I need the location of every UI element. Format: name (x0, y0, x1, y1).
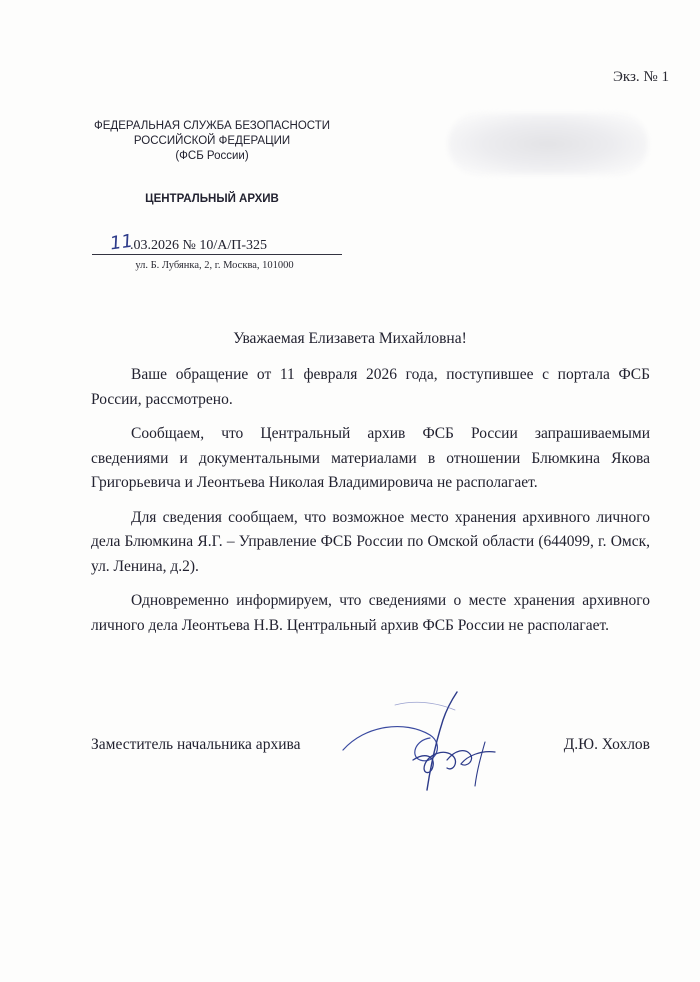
org-abbrev: (ФСБ России) (175, 150, 249, 162)
body-paragraph: Одновременно информируем, что сведениями о месте хранения архивного личного дела Леонтьева Н.В. Центральный архив ФСБ России не располагает. (91, 592, 650, 634)
body-paragraph: Для сведения сообщаем, что возможное место хранения архивного личного дела Блюмкина Я.Г. – Управление ФСБ России по Омской области (644099, г. Омск, ул. Ленина, д.2). (91, 508, 650, 575)
registration-date-number: .03.2026 № 10/А/П-325 (130, 238, 268, 253)
redacted-addressee-block (448, 113, 648, 175)
sender-address: ул. Б. Лубянка, 2, г. Москва, 101000 (135, 260, 294, 271)
copy-number: Экз. № 1 (613, 69, 669, 85)
signatory-title: Заместитель начальника архива (91, 736, 301, 753)
department-name: ЦЕНТРАЛЬНЫЙ АРХИВ (145, 193, 279, 205)
org-name-line-2: РОССИЙСКОЙ ФЕДЕРАЦИИ (133, 135, 291, 147)
letterhead (62, 119, 362, 207)
letter-body (91, 363, 650, 648)
signatory-name: Д.Ю. Хохлов (563, 736, 650, 753)
body-paragraph: Ваше обращение от 11 февраля 2026 года, поступившее с портала ФСБ России, рассмотрено. (91, 366, 650, 408)
org-name-line-1: ФЕДЕРАЛЬНАЯ СЛУЖБА БЕЗОПАСНОСТИ (94, 120, 330, 132)
registration-line (92, 230, 342, 255)
body-paragraph: Сообщаем, что Центральный архив ФСБ России запрашиваемыми сведениями и документальными материалами в отношении Блюмкина Якова Григорьевича и Леонтьева Николая Владимировича не располагает. (91, 425, 650, 491)
handwritten-day: 11 (108, 230, 135, 255)
salutation: Уважаемая Елизавета Михайловна! (233, 330, 467, 347)
handwritten-signature (335, 690, 505, 800)
